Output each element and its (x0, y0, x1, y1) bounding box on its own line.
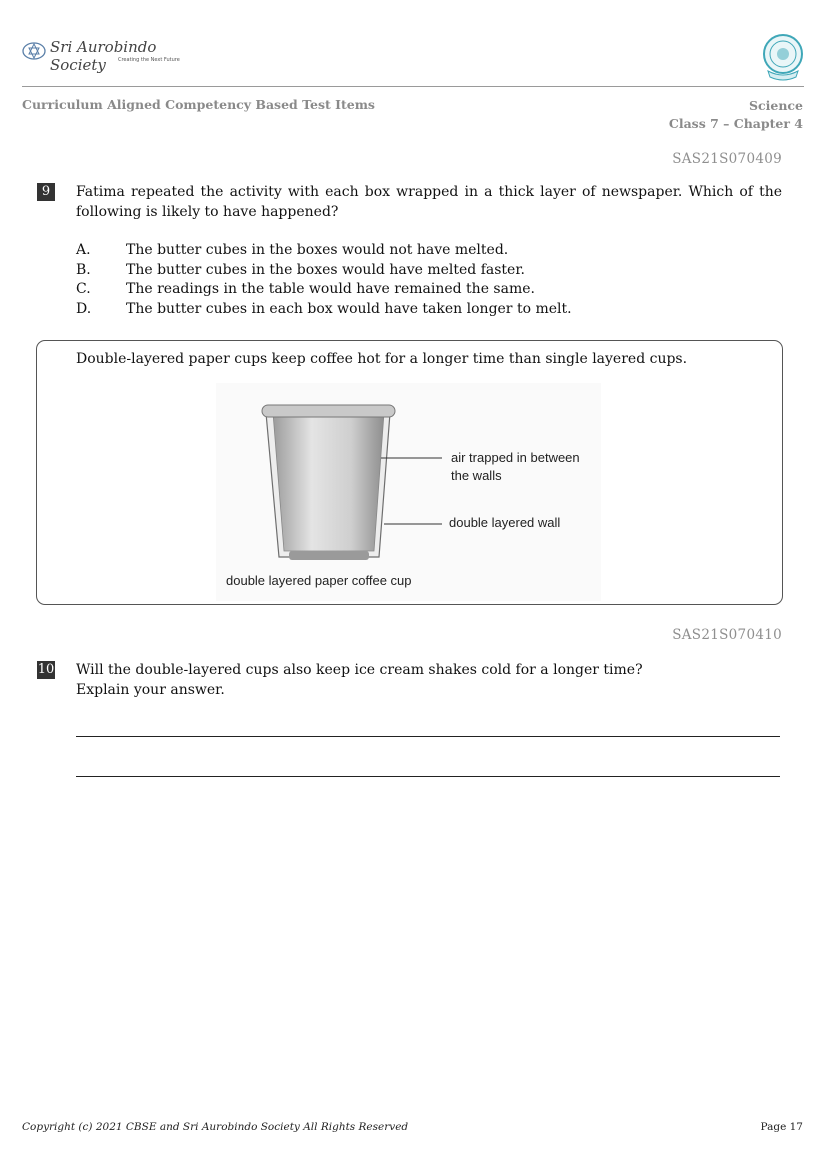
copyright-text: Copyright (c) 2021 CBSE and Sri Aurobindo Society All Rights Reserved (22, 1121, 409, 1133)
option-letter: B. (76, 262, 91, 278)
class-chapter-label: Class 7 – Chapter 4 (668, 116, 803, 131)
paper-cup-figure (216, 383, 601, 601)
q9-number-badge: 9 (37, 183, 55, 201)
figure-caption: double layered paper coffee cup (226, 573, 412, 588)
answer-line-1[interactable] (76, 736, 780, 737)
sri-aurobindo-society-logo (22, 38, 192, 74)
q9-question-text: Fatima repeated the activity with each box wrapped in a thick layer of newspaper. Which of the following is likely to have happened? (76, 184, 782, 220)
q10-question-text (76, 660, 782, 700)
option-letter: A. (76, 242, 91, 258)
double-wall-label: double layered wall (449, 515, 561, 530)
logo-text: Sri Aurobindo Society (50, 38, 157, 74)
q9-option-b[interactable] (76, 261, 525, 281)
option-text: The butter cubes in each box would have taken longer to melt. (126, 301, 572, 317)
passage-text: Double-layered paper cups keep coffee hot for a longer time than single layered cups. (76, 351, 688, 367)
logo-tagline: Creating the Next Future (118, 57, 180, 63)
q9-option-d[interactable] (76, 300, 572, 320)
page-number: Page 17 (760, 1121, 803, 1133)
q9-item-code: SAS21S070409 (672, 151, 782, 167)
answer-line-2[interactable] (76, 776, 780, 777)
option-letter: D. (76, 301, 92, 317)
option-text: The butter cubes in the boxes would have melted faster. (126, 262, 525, 278)
q9-option-a[interactable] (76, 241, 508, 261)
curriculum-title: Curriculum Aligned Competency Based Test Items (22, 97, 375, 112)
subject-block (669, 97, 803, 133)
q10-item-code: SAS21S070410 (672, 627, 782, 643)
q10-number-badge: 10 (37, 662, 55, 677)
option-letter: C. (76, 281, 91, 297)
q9-option-c[interactable] (76, 280, 535, 300)
q10-line-2: Explain your answer. (76, 682, 225, 698)
subject-label: Science (749, 98, 803, 113)
cbse-seal-icon (760, 33, 806, 81)
option-text: The butter cubes in the boxes would not have melted. (126, 242, 509, 258)
air-trapped-label: air trapped in between the walls (451, 450, 580, 483)
society-emblem-icon (22, 40, 50, 62)
q10-line-1: Will the double-layered cups also keep ice cream shakes cold for a longer time? (76, 662, 643, 678)
header-rule (22, 86, 804, 87)
option-text: The readings in the table would have remained the same. (126, 281, 535, 297)
